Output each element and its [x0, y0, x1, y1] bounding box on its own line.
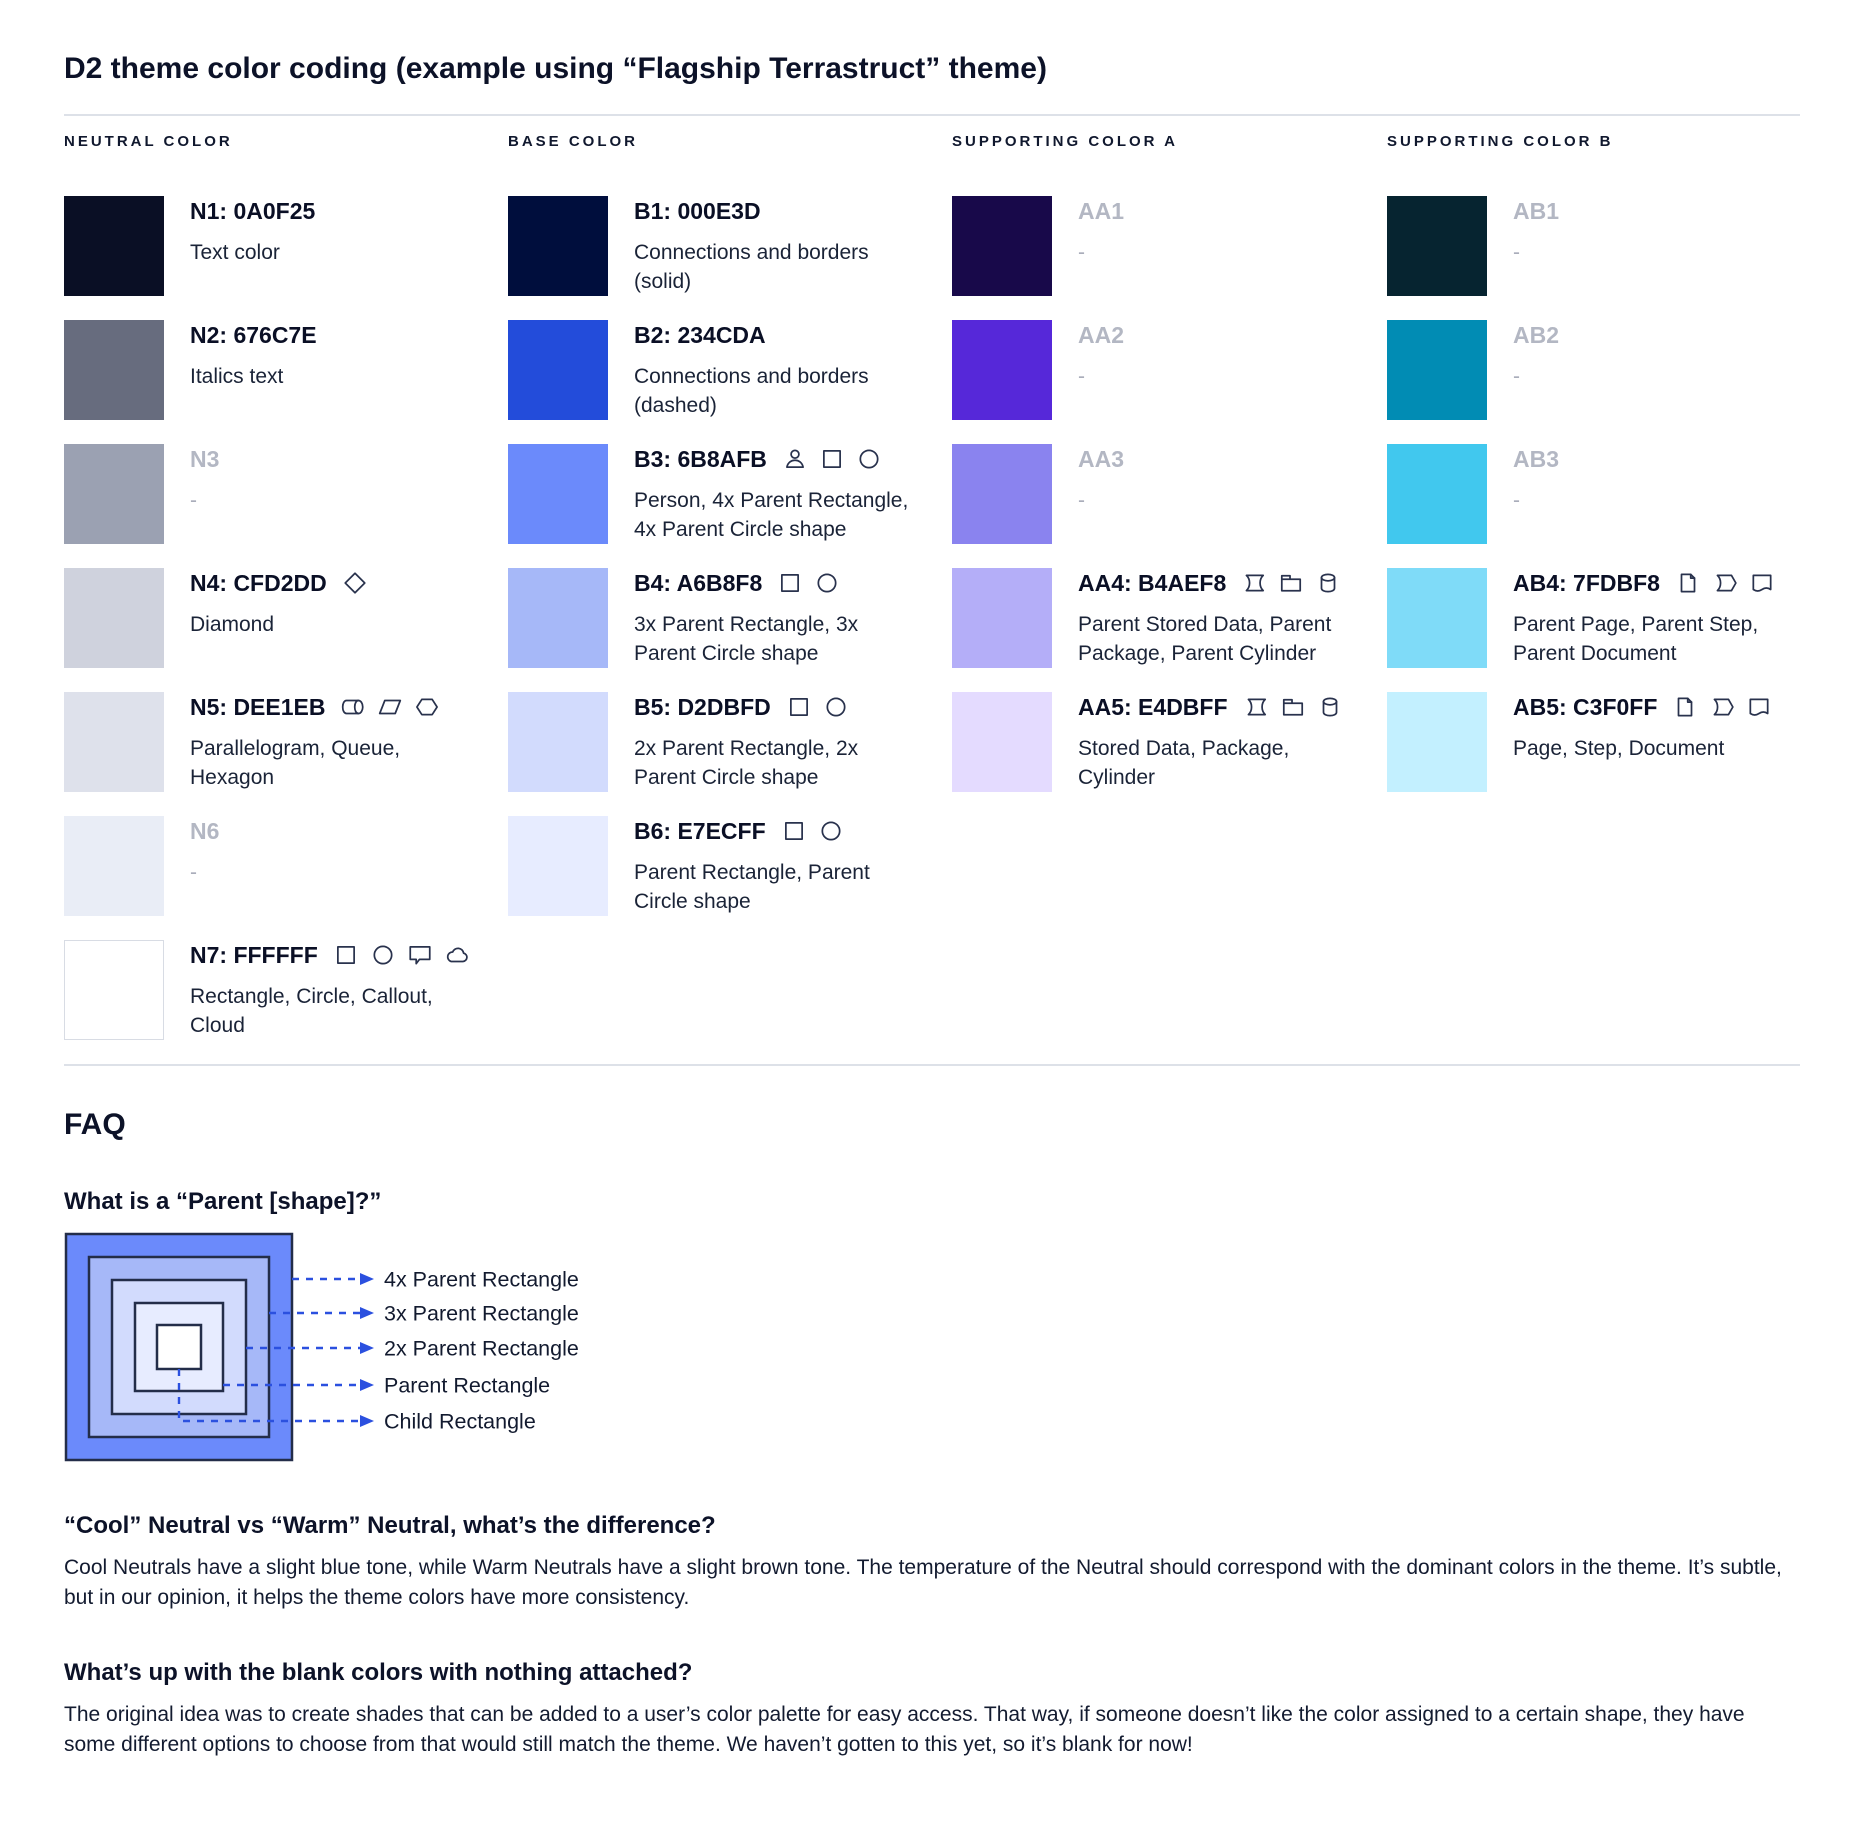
circle-icon [370, 942, 396, 968]
color-swatch [508, 692, 608, 792]
color-swatch [1387, 196, 1487, 296]
color-swatch [64, 940, 164, 1040]
swatch-text [1513, 196, 1800, 267]
rectangle-icon [781, 818, 807, 844]
color-usage-description: 2x Parent Rectangle, 2x Parent Circle shape [634, 737, 859, 789]
swatch-text [190, 320, 490, 391]
color-code-label: AB1 [1513, 198, 1560, 224]
color-code-label: N6 [190, 818, 220, 844]
package-icon [1278, 570, 1304, 596]
palette-row [508, 816, 952, 916]
cloud-icon [444, 942, 470, 968]
rectangle-icon [777, 570, 803, 596]
color-usage-description: - [1513, 365, 1520, 388]
palette-column [1387, 116, 1800, 1064]
queue-icon [340, 694, 366, 720]
palette-row [508, 444, 952, 544]
color-swatch [1387, 568, 1487, 668]
color-usage-description: 3x Parent Rectangle, 3x Parent Circle shape [634, 613, 859, 665]
diagram-label: Child Rectangle [384, 1409, 536, 1434]
color-swatch [508, 444, 608, 544]
color-swatch [64, 320, 164, 420]
rectangle-icon [333, 942, 359, 968]
swatch-text [1078, 196, 1378, 267]
swatch-text [634, 320, 934, 420]
shape-icons [340, 694, 440, 720]
arrowhead-icon [360, 1379, 374, 1391]
shape-icons [781, 818, 844, 844]
color-usage-description: Parent Rectangle, Parent Circle shape [634, 861, 870, 913]
palette-row [64, 320, 508, 420]
color-swatch [952, 692, 1052, 792]
color-code-label: N3 [190, 446, 220, 472]
color-swatch [508, 320, 608, 420]
palette-row [1387, 568, 1800, 668]
document-icon [1749, 570, 1775, 596]
color-code-label: N7: FFFFFF [190, 941, 490, 969]
swatch-text [1078, 568, 1378, 668]
column-header: SUPPORTING COLOR A [952, 133, 1178, 150]
palette-column [508, 116, 952, 1064]
color-usage-description: Page, Step, Document [1513, 737, 1725, 760]
color-usage-description: Italics text [190, 365, 284, 388]
diagram-label: 4x Parent Rectangle [384, 1267, 579, 1292]
color-usage-description: Connections and borders (solid) [634, 241, 869, 293]
palette-row [64, 444, 508, 544]
color-swatch [952, 196, 1052, 296]
palette-row [64, 568, 508, 668]
color-swatch [64, 568, 164, 668]
color-swatch [64, 196, 164, 296]
swatch-text [1078, 320, 1378, 391]
color-usage-description: Rectangle, Circle, Callout, Cloud [190, 985, 433, 1037]
shape-icons [333, 942, 470, 968]
palette-row [1387, 196, 1800, 296]
arrowhead-icon [360, 1307, 374, 1319]
shape-icons [1672, 694, 1772, 720]
color-usage-description: - [190, 489, 197, 512]
diagram-label: 2x Parent Rectangle [384, 1336, 579, 1361]
swatch-text [634, 692, 934, 792]
circle-icon [856, 446, 882, 472]
faq-question-blank-colors: What’s up with the blank colors with nothing attached? [64, 1659, 693, 1686]
swatch-text [1513, 320, 1800, 391]
color-code-label: AA3 [1078, 446, 1125, 472]
palette-row [508, 692, 952, 792]
swatch-text [190, 692, 490, 792]
color-code-label: AA5: E4DBFF [1078, 693, 1378, 721]
color-code-label: AB4: 7FDBF8 [1513, 569, 1800, 597]
color-usage-description: Parent Stored Data, Parent Package, Parent Cylinder [1078, 613, 1332, 665]
parent-shape-diagram [64, 1232, 684, 1466]
color-code-label: N2: 676C7E [190, 322, 317, 348]
column-header: BASE COLOR [508, 133, 639, 150]
color-usage-description: - [1078, 241, 1085, 264]
cylinder-icon [1315, 570, 1341, 596]
palette-row [64, 692, 508, 792]
color-usage-description: Parallelogram, Queue, Hexagon [190, 737, 401, 789]
color-code-label: AB2 [1513, 322, 1560, 348]
column-header: SUPPORTING COLOR B [1387, 133, 1614, 150]
circle-icon [814, 570, 840, 596]
palette-row [508, 196, 952, 296]
swatch-text [190, 816, 490, 887]
hexagon-icon [414, 694, 440, 720]
stored-data-icon [1243, 694, 1269, 720]
faq-answer-cool-vs-warm: Cool Neutrals have a slight blue tone, while Warm Neutrals have a slight brown tone. The temperature of the Neutral should correspond with the dominant colors in the theme. It’s subtle, but in our opinion, it helps the theme colors have more consistency. [64, 1556, 1782, 1609]
palette-row [952, 568, 1387, 668]
rectangle-icon [786, 694, 812, 720]
color-swatch [952, 444, 1052, 544]
page-icon [1675, 570, 1701, 596]
palette-row [952, 444, 1387, 544]
palette-column [952, 116, 1387, 1064]
color-code-label: B1: 000E3D [634, 198, 761, 224]
page-icon [1672, 694, 1698, 720]
callout-icon [407, 942, 433, 968]
shape-icons [786, 694, 849, 720]
palette-row [952, 320, 1387, 420]
faq-question-parent-shape: What is a “Parent [shape]?” [64, 1188, 382, 1215]
swatch-text [634, 816, 934, 916]
color-usage-description: Parent Page, Parent Step, Parent Document [1513, 613, 1759, 665]
color-swatch [1387, 692, 1487, 792]
swatch-text [190, 940, 490, 1040]
palette-row [1387, 320, 1800, 420]
swatch-text [190, 444, 490, 515]
arrowhead-icon [360, 1342, 374, 1354]
swatch-text [1513, 568, 1800, 668]
shape-icons [1675, 570, 1775, 596]
color-swatch [952, 320, 1052, 420]
circle-icon [823, 694, 849, 720]
document-icon [1746, 694, 1772, 720]
color-code-label: B6: E7ECFF [634, 817, 934, 845]
color-swatch [508, 196, 608, 296]
palette-row [952, 692, 1387, 792]
shape-icons [1241, 570, 1341, 596]
palette-row [1387, 692, 1800, 792]
swatch-text [1078, 444, 1378, 515]
color-code-label: AA2 [1078, 322, 1125, 348]
page-title: D2 theme color coding (example using “Flagship Terrastruct” theme) [64, 52, 1047, 85]
color-usage-description: - [1078, 489, 1085, 512]
color-usage-description: Stored Data, Package, Cylinder [1078, 737, 1290, 789]
color-code-label: B3: 6B8AFB [634, 445, 934, 473]
swatch-text [1513, 444, 1800, 515]
section-divider [64, 1064, 1800, 1066]
faq-answer-blank-colors: The original idea was to create shades that can be added to a user’s color palette for easy access. That way, if someone doesn’t like the color assigned to a certain shape, they have some different options to choose from that would still match the theme. We haven’t gotten to this yet, so it’s blank for now! [64, 1703, 1745, 1756]
circle-icon [818, 818, 844, 844]
color-swatch [1387, 320, 1487, 420]
swatch-text [634, 444, 934, 544]
shape-icons [777, 570, 840, 596]
step-icon [1712, 570, 1738, 596]
color-swatch [508, 568, 608, 668]
diagram-label: Parent Rectangle [384, 1373, 551, 1398]
color-code-label: AA4: B4AEF8 [1078, 569, 1378, 597]
color-usage-description: Diamond [190, 613, 275, 636]
color-swatch [1387, 444, 1487, 544]
color-usage-description: - [1078, 365, 1085, 388]
color-code-label: B5: D2DBFD [634, 693, 934, 721]
faq-question-cool-vs-warm: “Cool” Neutral vs “Warm” Neutral, what’s the difference? [64, 1512, 716, 1539]
stored-data-icon [1241, 570, 1267, 596]
diamond-icon [342, 570, 368, 596]
palette-row [1387, 444, 1800, 544]
palette-row [64, 816, 508, 916]
swatch-text [1513, 692, 1800, 763]
shape-icons [342, 570, 368, 596]
color-swatch [64, 444, 164, 544]
palette-row [64, 940, 508, 1040]
column-header: NEUTRAL COLOR [64, 133, 233, 150]
swatch-text [190, 196, 490, 267]
palette-row [508, 568, 952, 668]
shape-icons [1243, 694, 1343, 720]
color-swatch [952, 568, 1052, 668]
swatch-text [634, 568, 934, 668]
color-code-label: AB5: C3F0FF [1513, 693, 1800, 721]
palette-column [64, 116, 508, 1064]
step-icon [1709, 694, 1735, 720]
rectangle-icon [819, 446, 845, 472]
color-usage-description: - [1513, 489, 1520, 512]
parallelogram-icon [377, 694, 403, 720]
color-swatch [64, 816, 164, 916]
package-icon [1280, 694, 1306, 720]
person-icon [782, 446, 808, 472]
faq-heading: FAQ [64, 1108, 126, 1141]
swatch-text [190, 568, 490, 639]
color-code-label: N4: CFD2DD [190, 569, 490, 597]
arrowhead-icon [360, 1415, 374, 1427]
color-usage-description: Connections and borders (dashed) [634, 365, 869, 417]
swatch-text [1078, 692, 1378, 792]
color-swatch [64, 692, 164, 792]
arrowhead-icon [360, 1273, 374, 1285]
color-usage-description: - [1513, 241, 1520, 264]
diagram-label: 3x Parent Rectangle [384, 1301, 579, 1326]
palette-row [64, 196, 508, 296]
color-usage-description: - [190, 861, 197, 884]
color-palette-grid [64, 116, 1800, 1064]
color-code-label: N1: 0A0F25 [190, 198, 316, 224]
color-code-label: AA1 [1078, 198, 1125, 224]
palette-row [952, 196, 1387, 296]
color-usage-description: Text color [190, 241, 280, 264]
color-swatch [508, 816, 608, 916]
color-code-label: N5: DEE1EB [190, 693, 490, 721]
shape-icons [782, 446, 882, 472]
palette-row [508, 320, 952, 420]
color-usage-description: Person, 4x Parent Rectangle, 4x Parent Circle shape [634, 489, 909, 541]
swatch-text [634, 196, 934, 296]
cylinder-icon [1317, 694, 1343, 720]
color-code-label: AB3 [1513, 446, 1560, 472]
child-rectangle [157, 1325, 201, 1369]
color-code-label: B4: A6B8F8 [634, 569, 934, 597]
color-code-label: B2: 234CDA [634, 322, 766, 348]
